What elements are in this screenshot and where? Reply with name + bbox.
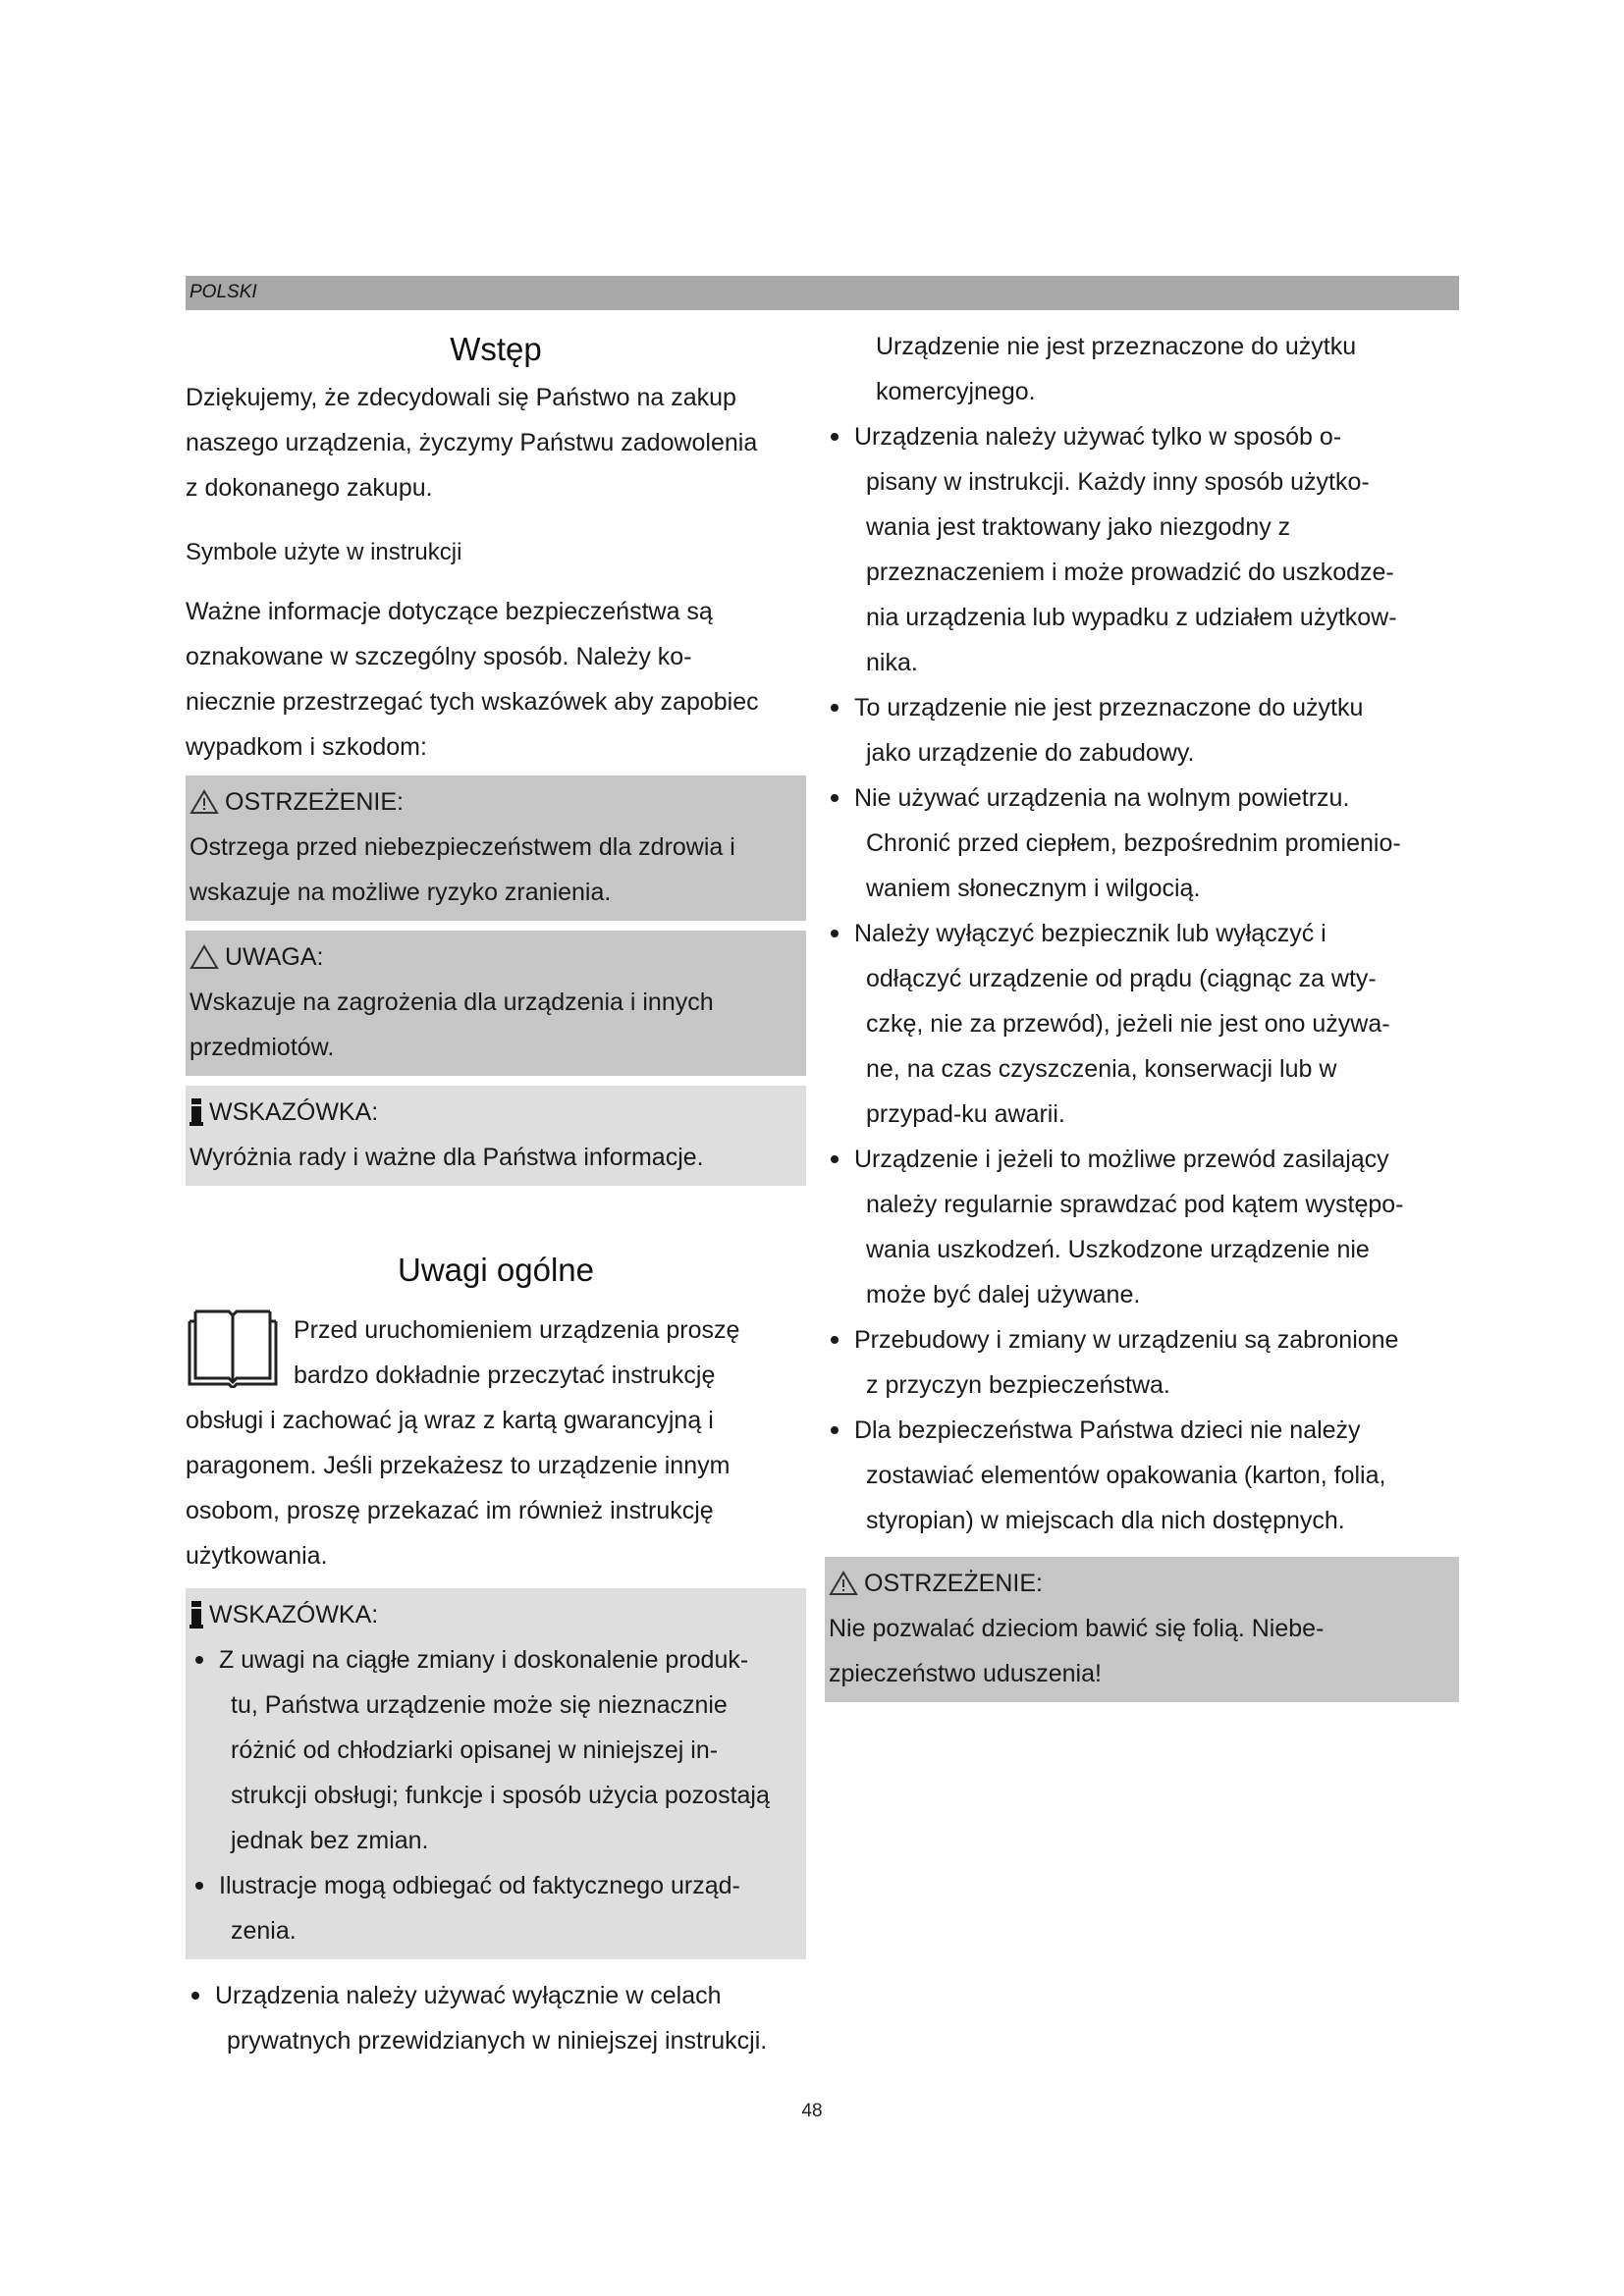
- intro-para-line: naszego urządzenia, życzymy Państwu zadowolenia: [186, 429, 758, 456]
- right-warning-text-line: zpieczeństwo uduszenia!: [829, 1660, 1102, 1687]
- general-para-line: osobom, proszę przekazać im również instrukcję: [186, 1497, 714, 1524]
- list-item: Dla bezpieczeństwa Państwa dzieci nie należy zostawiać elementów opakowania (karton, folia, styropian) w miejscach dla nich dostępnych.: [825, 1408, 1459, 1543]
- hint-box: [186, 1086, 806, 1186]
- book-notice-line: bardzo dokładnie przeczytać instrukcję: [294, 1362, 716, 1389]
- page-number: 48: [801, 2101, 823, 2121]
- warning-text-line: Ostrzega przed niebezpieczeństwem dla zdrowia i: [189, 833, 735, 861]
- right-warning-title: OSTRZEŻENIE:: [864, 1570, 1043, 1597]
- language-header-bar: [186, 276, 1459, 310]
- info-icon: [189, 1601, 203, 1629]
- caution-title: UWAGA:: [225, 943, 324, 971]
- intro-title: Wstęp: [450, 331, 542, 367]
- list-item: Należy wyłączyć bezpiecznik lub wyłączyć i odłączyć urządzenie od prądu (ciągnąc za wty- czkę, nie za przewód), jeżeli nie jest ono używa- ne, na czas czyszczenia, konserwacji lub w przypad-ku awarii.: [825, 911, 1459, 1137]
- symbols-para-line: niecznie przestrzegać tych wskazówek aby zapobiec: [186, 688, 759, 716]
- general-para-line: obsługi i zachować ją wraz z kartą gwarancyjną i: [186, 1407, 714, 1434]
- symbols-heading: Symbole użyte w instrukcji: [186, 539, 462, 565]
- warning-title: OSTRZEŻENIE:: [225, 788, 404, 816]
- general-hint-title: WSKAZÓWKA:: [209, 1601, 379, 1629]
- warning-text-line: wskazuje na możliwe ryzyko zranienia.: [189, 879, 612, 906]
- warning-triangle-icon: [829, 1571, 858, 1596]
- general-title: Uwagi ogólne: [398, 1252, 594, 1288]
- general-para-line: paragonem. Jeśli przekażesz to urządzenie innym: [186, 1452, 731, 1479]
- caution-text-line: Wskazuje na zagrożenia dla urządzenia i innych: [189, 988, 714, 1016]
- right-warning-text-line: Nie pozwalać dzieciom bawić się folią. Niebe-: [829, 1615, 1325, 1642]
- intro-para-line: z dokonanego zakupu.: [186, 474, 433, 502]
- caution-text-line: przedmiotów.: [189, 1034, 335, 1061]
- general-hint-box: [186, 1588, 806, 1959]
- language-label: POLSKI: [189, 282, 257, 302]
- symbols-para-line: oznakowane w szczególny sposób. Należy ko-: [186, 643, 692, 670]
- symbols-para-line: Ważne informacje dotyczące bezpieczeństwa są: [186, 598, 713, 625]
- general-para-line: użytkowania.: [186, 1542, 328, 1570]
- list-item: Z uwagi na ciągłe zmiany i doskonalenie produk- tu, Państwa urządzenie może się nieznacznie różnić od chłodziarki opisanej w niniejszej in- strukcji obsługi; funkcje i sposób użycia pozostają jednak bez zmian.: [189, 1637, 802, 1863]
- continued-line: komercyjnego.: [876, 378, 1036, 405]
- list-item: Ilustracje mogą odbiegać od faktycznego urząd- zenia.: [189, 1863, 802, 1953]
- caution-triangle-icon: [189, 944, 219, 970]
- caution-box: [186, 931, 806, 1076]
- book-notice: [186, 1308, 806, 1398]
- warning-box: [186, 775, 806, 921]
- list-item: Przebudowy i zmiany w urządzeniu są zabronione z przyczyn bezpieczeństwa.: [825, 1317, 1459, 1408]
- info-icon: [189, 1098, 203, 1126]
- list-item: To urządzenie nie jest przeznaczone do użytku jako urządzenie do zabudowy.: [825, 685, 1459, 775]
- right-warning-box: [825, 1557, 1459, 1702]
- intro-para-line: Dziękujemy, że zdecydowali się Państwo na zakup: [186, 384, 736, 411]
- hint-title: WSKAZÓWKA:: [209, 1098, 379, 1126]
- left-column: [186, 324, 806, 2063]
- right-column: [825, 324, 1459, 1712]
- list-item: Urządzenie i jeżeli to możliwe przewód zasilający należy regularnie sprawdzać pod kątem występo- wania uszkodzeń. Uszkodzone urządzenie nie może być dalej używane.: [825, 1137, 1459, 1317]
- book-notice-line: Przed uruchomieniem urządzenia proszę: [294, 1316, 740, 1344]
- symbols-para-line: wypadkom i szkodom:: [186, 733, 427, 761]
- continued-line: Urządzenie nie jest przeznaczone do użytku: [876, 333, 1357, 360]
- hint-text-line: Wyróżnia rady i ważne dla Państwa informacje.: [189, 1144, 704, 1171]
- list-item: Urządzenia należy używać tylko w sposób o- pisany w instrukcji. Każdy inny sposób użytko- wania jest traktowany jako niezgodny z przeznaczeniem i może prowadzić do uszkodze- nia urządzenia lub wypadku z udziałem użytkow- nika.: [825, 414, 1459, 685]
- list-item: Nie używać urządzenia na wolnym powietrzu. Chronić przed ciepłem, bezpośrednim promienio- waniem słonecznym i wilgocią.: [825, 775, 1459, 911]
- list-item: Urządzenia należy używać wyłącznie w celach prywatnych przewidzianych w niniejszej instrukcji.: [186, 1973, 806, 2063]
- book-icon: [186, 1308, 280, 1393]
- warning-triangle-icon: [189, 789, 219, 815]
